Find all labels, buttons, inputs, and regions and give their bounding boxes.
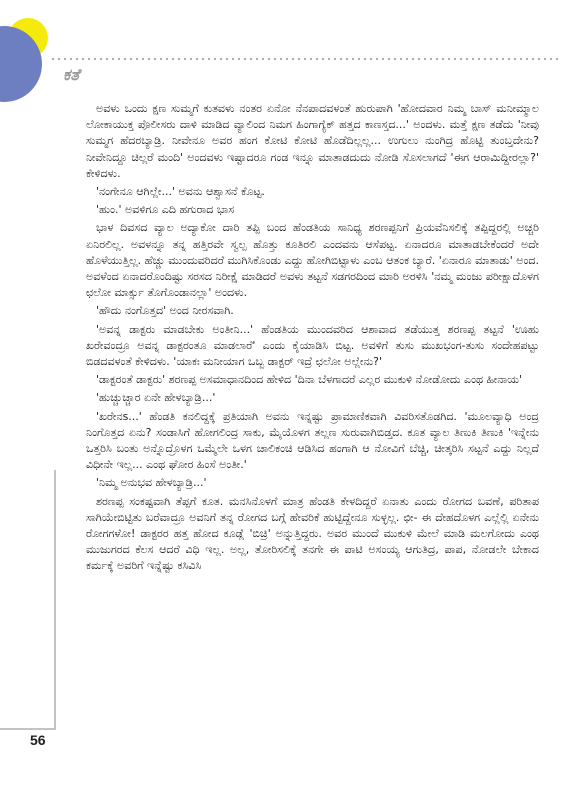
paragraph: 'ಹುಂ.' ಅವಳಿಗೂ ಎದಿ ಹಗುರಾದ ಭಾಸ	[96, 203, 235, 217]
paragraph: 'ಖರೇನs...' ಹೆಂಡತಿ ಕನಲಿದ್ದಕ್ಕೆ ಪ್ರತಿಯಾಗಿ ಅವನು ಇನ್ನಷ್ಟು ಪ್ರಾಮಾಣಿಕವಾಗಿ ವಿವರಿಸತೊಡಗಿದ. 'ಮೂಲವ್ಯಾಧಿ ಅಂದ್ರ ನಿಂಗೊತ್ತದ ಏನು? ಸಂಡಾಸಿಗೆ ಹೋಗಲಿಂದ್ರ ಸಾಕು, ಮೈಯೊಳಗ ತಲ್ಲಣ ಸುರುವಾಗಿಬಿಡ್ತದ. ಕೂತ ವ್ಯಾಲ ತಿಣುಕಿ ತಿಣುಕಿ 'ಇನ್ನೇನು ಒತ್ತರಿಸಿ ಬಂತು ಅನ್ನೊದ್ರೊಳಗ ಒಮ್ಮೆಲೇ ಒಳಗ ಚಾಲಿಕಂಚಿ ಆಡಿಸಿದ ಹಂಗಾಗಿ ಆ ನೋವಿಗೆ ಬೆಚ್ಚಿ, ಚೀತ್ಕರಿಸಿ ಸಟ್ಟನೆ ಎದ್ದು ನಿಲ್ಲದೆ ವಿಧೀನೇ ಇಲ್ಲ... ಎಂಥ ಘೋರ ಹಿಂಸೆ ಅಂತೀ.'	[86, 409, 539, 472]
story-body	[86, 101, 539, 736]
section-label: ಕತೆ	[63, 65, 80, 84]
paragraph: 'ಹುಚ್ಚುಚ್ಚಾರ ಏನೇ ಹೇಳಬ್ಯಾಡ್ರಿ...'	[96, 391, 216, 405]
paragraph: 'ಡಾಕ್ಟರಂತೆ ಡಾಕ್ಟರು' ಶರಣಪ್ಪ ಅಸಮಾಧಾನದಿಂದ ಹೇಳಿದ 'ದಿನಾ ಬೆಳಗಾದರೆ ಎಲ್ಲರ ಮುಕುಳಿ ನೋಡೋದು ಎಂಥ ಹೀನಾಯ'	[96, 373, 523, 387]
paragraph: ಭಾಳ ದಿವಸದ ವ್ಯಾಲ ಅದ್ಯಾಕೋ ದಾರಿ ತಪ್ಪಿ ಬಂದ ಹೆಂಡತಿಯ ಸಾನಿಧ್ಯ ಶರಣಪ್ಪನಿಗೆ ಪ್ರಿಯವೆನಿಸಲಿಕ್ಕೆ ತಪ್ಪಿದ್ದರಲ್ಲಿ ಅಚ್ಚರಿ ಏನಿರಲಿಲ್ಲ. ಅವಳನ್ನೂ ತನ್ನ ಹತ್ತಿರವೇ ಸ್ವಲ್ಪ ಹೊತ್ತು ಕೂತಿರಲಿ ಎಂದವನು ಆಸೆಪಟ್ಟ. ಏನಾದರೂ ಮಾತಾಡಬೇಕೆಂದರೆ ಅದೇ ಹೊಳೆಯುತ್ತಿಲ್ಲ. ಹೆಚ್ಚು ಮುಂದುವರಿದರೆ ಮುಗಿಸಿಕೊಂಡು ಎದ್ದು ಹೋಗಿಬಿಟ್ಟಾಳು ಎಂಬ ಆತಂಕ ಬ್ಯಾರೆ. 'ಏನಾರೂ ಮಾತಾಡು' ಅಂದ. ಅವಳೆಂದ ಏನಾದರೊಂದಿಷ್ಟು ಸರಸದ ನಿರೀಕ್ಷೆ ಮಾಡಿದರೆ ಅವಳು ತಟ್ಟನೆ ಸಡಗರದಿಂದ ಮಾರಿ ಅರಳಿಸಿ 'ನಮ್ಮ ಮಂಜು ಪರೀಕ್ಷಾದೊಳಗ ಛಲೋ ಮಾರ್ಕ್ಸು ತೊಗೊಂಡಾನಲ್ಲಾ' ಅಂದಳು.	[86, 221, 539, 300]
margin-rule-horizontal	[0, 728, 56, 730]
page-number: 56	[30, 732, 46, 748]
paragraph: 'ಅವನ್ನ ಡಾಕ್ಟರು ಮಾಡಬೇಕು ಅಂತೀನಿ...' ಹೆಂಡತಿಯ ಮುಂದವರಿದ ಆಶಾವಾದ ತಡೆಯುತ್ತ ಶರಣಪ್ಪ ತಟ್ಟನೆ 'ಊಹು ಖರೇವಂದ್ರೂ ಅವನ್ನ ಡಾಕ್ಟರಂತೂ ಮಾಡಲಾರೆ' ಎಂದು ಕೈಯಾಡಿಸಿ ಬಿಟ್ಟ. ಅವಳಿಗೆ ತುಸು ಮುಖಭಂಗ-ತುಸು ಸಂದೇಹಪಟ್ಟು ಬಿಡದವಳಂತೆ ಕೇಳಿದಳು. 'ಯಾಕಃ ಮನೀಯಾಗ ಒಬ್ಬ ಡಾಕ್ಟರ್ ಇದ್ರೆ ಛಲೋ ಅಲ್ಲೇನು?'	[86, 322, 539, 369]
paragraph: ಅವಳು ಒಂದು ಕ್ಷಣ ಸುಮ್ಮಗೆ ಕುತವಳು ನಂತರ ಏನೋ ನೆನಪಾದವಳಂತೆ ಹುರುಪಾಗಿ 'ಹೋದವಾರ ನಿಮ್ಮ ಬಾಸ್ ಮನೀಮ್ಮಾಲ ಲೋಕಾಯುಕ್ತ ಪೊಲೀಸರು ದಾಳಿ ಮಾಡಿದ ವ್ಯಾಲಿಂದ ನಿಮಗ ಹಿಂಗಾಗ್ಯೆಕ್ ಹತ್ತದ ಕಾಣಸ್ತದ...' ಅಂದಳು. ಮತ್ತೆ ಕ್ಷಣ ತಡೆದು 'ನೀವು ಸುಮ್ಮಗ ಹೆದರಬ್ಯಾಡ್ರಿ. ನೀವೇನೂ ಅವರ ಹಂಗ ಕೋಟಿ ಕೋಟಿ ಹೊಡೆದಿಲ್ಲಲ್ಲ... ಉಗುಲು ನುಂಗಿದ್ರ ಹೊಟ್ಟಿ ತುಂಬ್ತದೇನು? ನೀವೇನಿದ್ದೂ ಚಿಲ್ಲರೆ ಮಂದಿ' ಅಂದವಳು ಇಷ್ಟಾದರೂ ಗಂಡ ಇನ್ನೂ ಮಾತಾಡದುದು ನೋಡಿ ಸೊಸಲಾಗದೆ 'ಈಗ ಆರಾಮಿದ್ದೀರಲ್ಲಾ?' ಕೇಳಿದಳು.	[86, 102, 539, 180]
paragraph: 'ನಿಮ್ಮ ಅನುಭವ ಹೇಳಬ್ಯಾಡ್ರಿ...'	[96, 476, 207, 490]
margin-rule-vertical	[54, 470, 56, 728]
paragraph: 'ಹೌದು ನಂಗೊತ್ತದ' ಅಂದ ನೀರಸವಾಗಿ.	[96, 304, 234, 318]
dotted-header-rule	[50, 57, 558, 61]
paragraph: ಶರಣಪ್ಪ ಸಂಕಷ್ಟವಾಗಿ ತೆಪ್ಪಗೆ ಕೂತ. ಮನಸಿನೊಳಗೆ ಮಾತ್ರ ಹೆಂಡತಿ ಕೇಳದಿದ್ದರೆ ಏನಾತು ಎಂದು ರೋಗದ ಬವಣೆ, ಪರಿತಾಪ ಸಾಗಿಯೇಬಿಟ್ಟಿತು ಬರೆವಾದ್ರೂ ಅವನಿಗೆ ತನ್ನ ರೋಗದ ಬಗ್ಗೆ ಹೇವರಿಕೆ ಹುಟ್ಟಿದ್ದೇನೂ ಸುಳ್ಳಲ್ಲ. ಛೀ- ಈ ದೇಹದೊಳಗ ಎಲ್ಲೆಲ್ಲಿ ಏನೇನು ರೋಗಗಳೋ! ಡಾಕ್ಟರರ ಹತ್ತ ಹೋದ ಕೂಡ್ಲೆ 'ಬಿಚ್ರಿ' ಅನ್ನುತ್ತಿದ್ದರು. ಅವರ ಮುಂದೆ ಮುಕುಳಿ ಮೇಲೆ ಮಾಡಿ ಮಲಗೋದು ಎಂಥ ಮುಜುಗರದ ಕೆಲಸ ಆದರೆ ವಿಧಿ ಇಲ್ಲ. ಅಲ್ಲ, ತೋರಿಸಲಿಕ್ಕೆ ತನಗೇ ಈ ಪಾಟಿ ಅಸಂಯ್ಯ ಆಗುತಿದ್ರ, ಪಾಪ, ನೋಡಲೇ ಬೇಕಾದ ಕರ್ಮಕ್ಕೆ ಅವರಿಗೆ ಇನ್ನೆಷ್ಟು ಕಸಿವಿಸಿ	[86, 494, 539, 573]
paragraph: 'ನಂಗೇನೂ ಆಗಿಲ್ಲೇ...' ಅವನು ಆಶ್ವಾಸನೆ ಕೊಟ್ಟ.	[96, 185, 265, 199]
